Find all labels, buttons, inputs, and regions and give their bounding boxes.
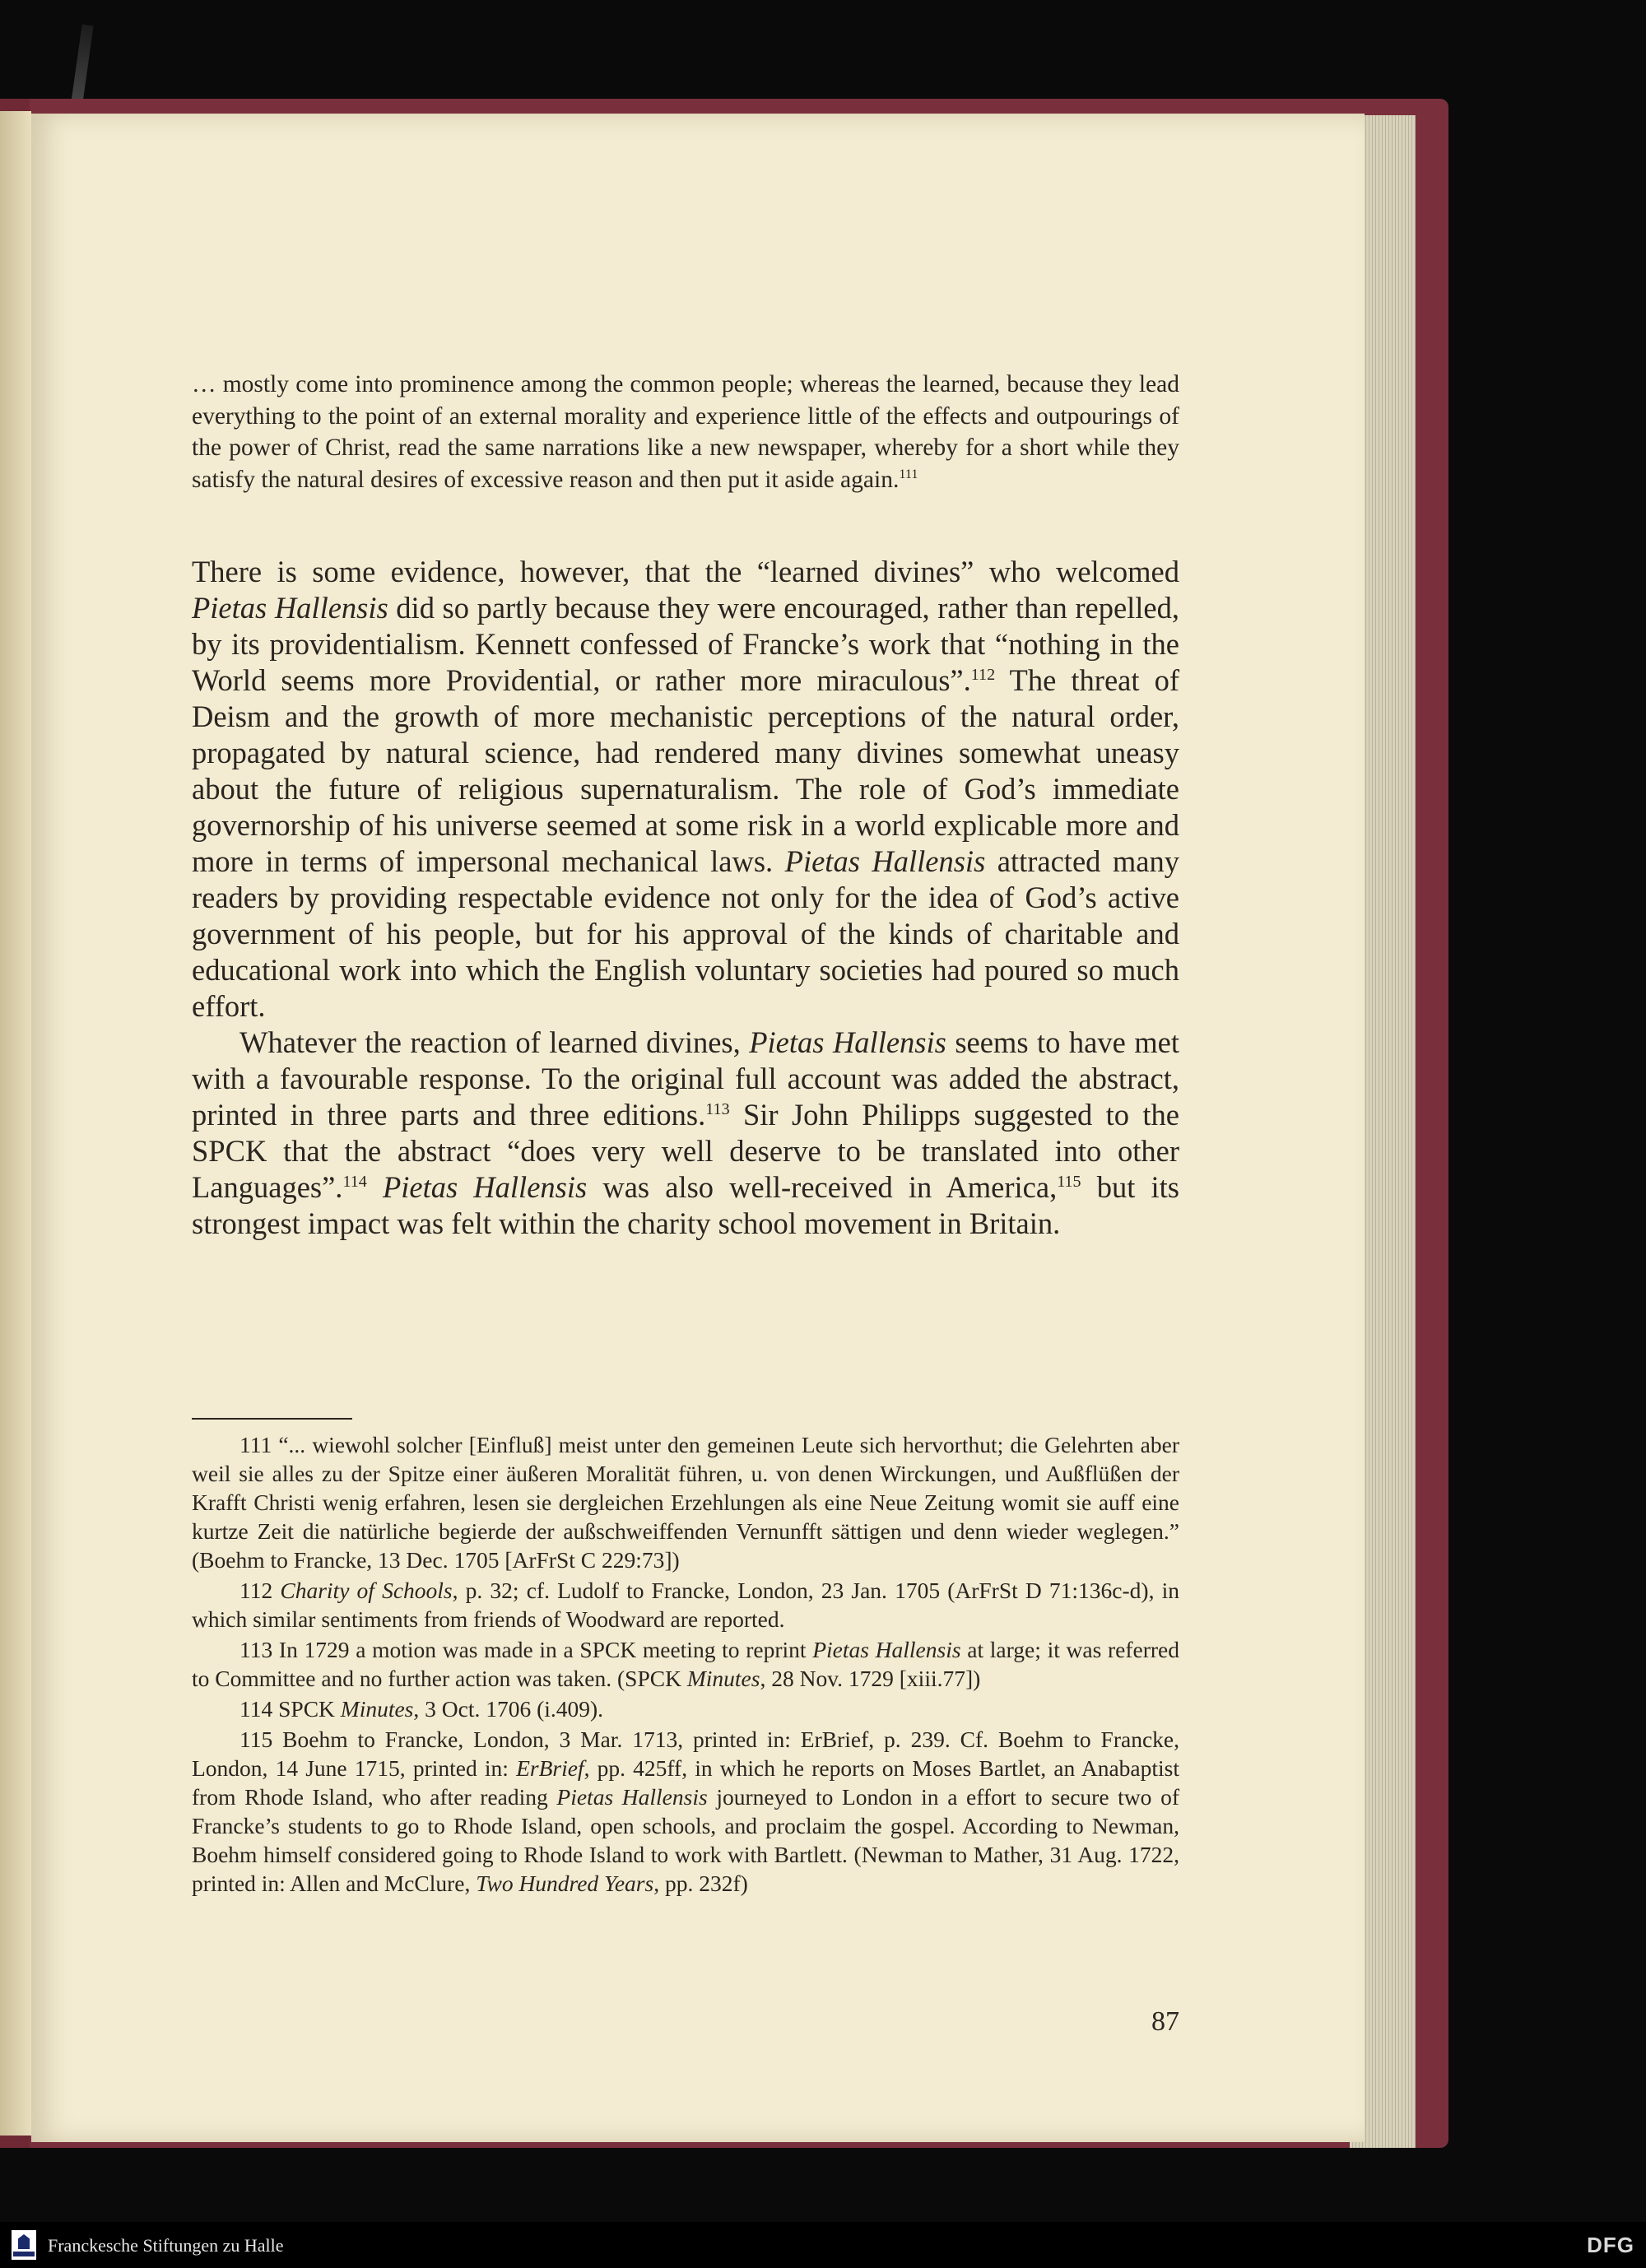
footnote-italic: Minutes — [340, 1696, 414, 1722]
footnote-text: 112 — [239, 1578, 281, 1603]
text-run: Whatever the reaction of learned divines, — [239, 1025, 750, 1059]
italic-title: Pietas Hallensis — [749, 1025, 946, 1059]
footnote-text: 111 “... wiewohl solcher [Einfluß] meist unter den gemeinen Leute sich hervorthut; die Gelehrten aber weil sie alles zu der Spitze einer äußeren Moralität führen, u. von denen Wirckungen, und Außflüßen der Krafft Christi wenig erfahren, lesen sie dergleichen Erzehlungen als eine Neue Zeitung womit sie auff eine kurtze Zeit die natürliche begierde der außschweiffenden Vernunfft sättigen und denn wieder weglegen.” (Boehm to Francke, 13 Dec. 1705 [ArFrSt C 229:73]) — [192, 1432, 1179, 1573]
italic-title: Pietas Hallensis — [192, 591, 388, 625]
block-quote-text: … mostly come into prominence among the common people; whereas the learned, because they lead everything to the point of an external morality and experience little of the effects and outpourings of the power of Christ, read the same narrations like a new newspaper, whereby for a short while they satisfy the natural desires of excessive reason and then put it aside again. — [192, 371, 1179, 493]
italic-title: Pietas Hallensis — [784, 844, 986, 878]
footnote-112 — [192, 1576, 1179, 1634]
logo-wordmark — [13, 2252, 35, 2256]
footnote-113 — [192, 1635, 1179, 1693]
footnote-ref-112[interactable]: 112 — [970, 665, 996, 684]
facing-page-edge — [0, 111, 31, 2136]
footnote-text: 114 SPCK — [239, 1696, 341, 1722]
footnote-italic: Pietas Hallensis — [556, 1784, 708, 1810]
book-page — [31, 114, 1365, 2142]
footnote-text: , p. 32; cf. Ludolf to Francke, London, 23 Jan. 1705 (ArFrSt D 71:136c-d), in which similar sentiments from friends of Woodward are reported. — [192, 1578, 1179, 1632]
footnote-ref-111[interactable]: 111 — [899, 466, 918, 481]
text-run: was also well-received in America, — [587, 1170, 1058, 1204]
footnote-ref-113[interactable]: 113 — [705, 1099, 730, 1118]
footnote-divider — [192, 1418, 352, 1420]
footnote-text: 115 Boehm to Francke, London, 3 Mar. 1713, printed in: ErBrief, p. 239. Cf. Boehm to Francke, London, 14 June 1715, printed in: — [192, 1727, 1179, 1781]
footnote-text: , 28 Nov. 1729 [xiii.77]) — [760, 1666, 981, 1691]
footnote-italic: Two Hundred Years — [476, 1871, 654, 1896]
text-run — [367, 1170, 383, 1204]
logo-mark — [18, 2234, 30, 2249]
footnote-text: , pp. 425ff, in which he reports on Moses Bartlet, an Anabaptist from Rhode Island, who after reading — [192, 1755, 1179, 1810]
footnote-italic: Pietas Hallensis — [812, 1637, 961, 1662]
paragraph-2 — [192, 1025, 1179, 1242]
footnote-italic: Minutes — [686, 1666, 760, 1691]
body-text — [192, 554, 1179, 1242]
text-run: attracted many readers by providing respectable evidence not only for the idea of God’s active government of his people, but for his approval of the kinds of charitable and educational work into which the English voluntary societies had poured so much effort. — [192, 844, 1179, 1023]
franckesche-stiftungen-logo-icon[interactable] — [12, 2230, 36, 2260]
paragraph-1 — [192, 554, 1179, 1025]
text-run: There is some evidence, however, that the “learned divines” who welcomed — [192, 555, 1179, 588]
text-run: Sir John Philipps suggested to the SPCK that the abstract “does very well deserve to be translated into other Languages”. — [192, 1098, 1179, 1204]
footnotes — [192, 1430, 1179, 1899]
footnote-italic: Charity of Schools — [280, 1578, 453, 1603]
footnote-text: , 3 Oct. 1706 (i.409). — [413, 1696, 604, 1722]
text-run: seems to have met with a favourable response. To the original full account was added the abstract, printed in three parts and three editions. — [192, 1025, 1179, 1132]
italic-title: Pietas Hallensis — [382, 1170, 588, 1204]
footnote-italic: ErBrief — [516, 1755, 584, 1781]
footnote-ref-115[interactable]: 115 — [1057, 1172, 1081, 1191]
text-run: The threat of Deism and the growth of more mechanistic perceptions of the natural order, propagated by natural science, had rendered many divines somewhat uneasy about the future of religious supernaturalism. The role of God’s immediate governorship of his universe seemed at some risk in a world explicable more and more in terms of impersonal mechanical laws. — [192, 663, 1179, 878]
footnote-ref-114[interactable]: 114 — [342, 1172, 367, 1191]
text-run: did so partly because they were encouraged, rather than repelled, by its providentialism. Kennett confessed of Francke’s work that “nothing in the World seems more Providential, or rather more miraculous”. — [192, 591, 1180, 697]
footer-bar — [0, 2222, 1646, 2268]
dfg-logo[interactable]: DFG — [1587, 2233, 1634, 2257]
footnote-text: 113 In 1729 a motion was made in a SPCK meeting to reprint — [239, 1637, 813, 1662]
block-quote — [192, 369, 1179, 495]
footnote-text: , pp. 232f) — [653, 1871, 748, 1896]
text-run: but its strongest impact was felt within the charity school movement in Britain. — [192, 1170, 1179, 1240]
footer-institution-link[interactable]: Franckesche Stiftungen zu Halle — [48, 2235, 284, 2256]
footnote-115 — [192, 1725, 1179, 1898]
footnote-114 — [192, 1694, 1179, 1723]
page-number: 87 — [1151, 2006, 1179, 2037]
footnote-text: at large; it was referred to Committee and no further action was taken. (SPCK — [192, 1637, 1179, 1691]
footnote-111 — [192, 1430, 1179, 1574]
footnote-text: journeyed to London in a effort to secure two of Francke’s students to go to Rhode Island, open schools, and proclaim the gospel. According to Newman, Boehm himself considered going to Rhode Island to work with Bartlett. (Newman to Mather, 31 Aug. 1722, printed in: Allen and McClure, — [192, 1784, 1179, 1896]
